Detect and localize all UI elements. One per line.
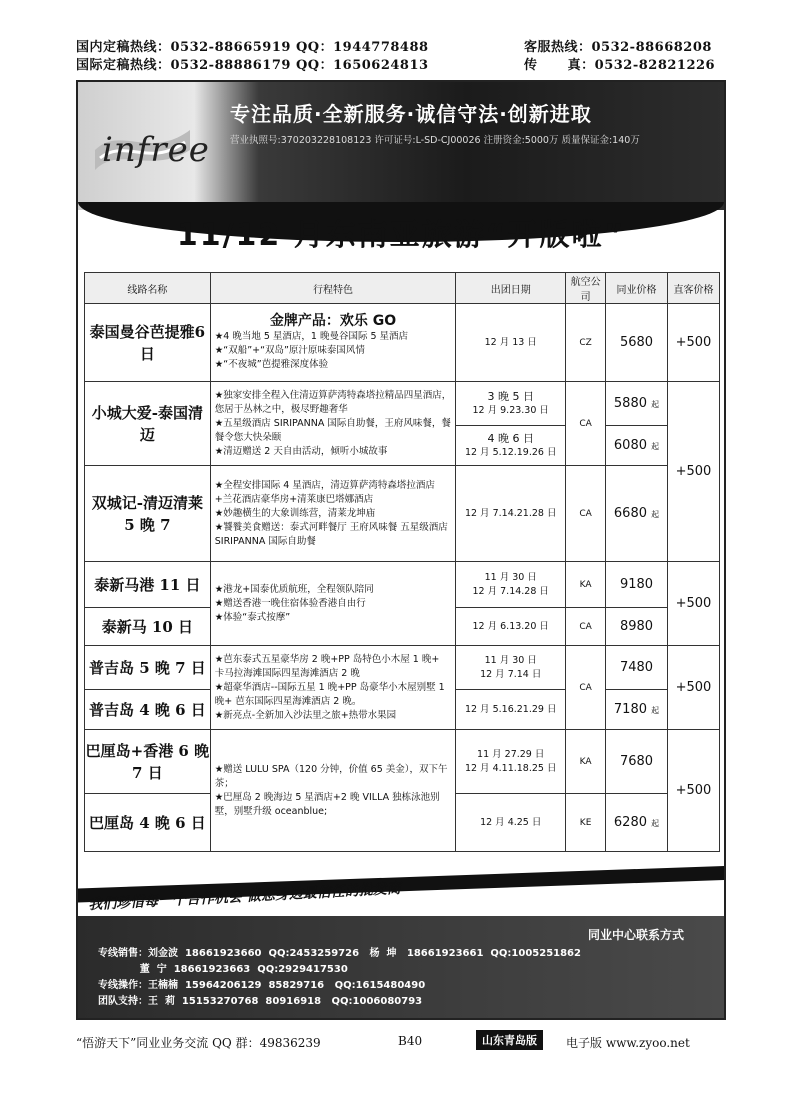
airline-code: CA (566, 646, 606, 730)
route-table (84, 272, 720, 852)
route-name: 泰新马 10 日 (85, 608, 211, 646)
price-value: 6280 (613, 815, 647, 830)
fax: 传 真：0532-82821226 (524, 58, 716, 73)
airline-code: KE (566, 794, 606, 852)
airline-code: CA (566, 466, 606, 562)
price-from: 起 (651, 400, 660, 409)
airline-code: CZ (566, 304, 606, 382)
peer-price: 8980 (606, 608, 668, 646)
direct-price: +500 (667, 730, 719, 852)
dates: 12 月 5.12.19.26 日 (464, 446, 557, 458)
website: 电子版 www.zyoo.net (566, 1036, 690, 1050)
price-from: 起 (651, 510, 660, 519)
license-info: 营业执照号:370203228108123 许可证号:L-SD-CJ00026 注册资金:5000万 质量保证金:140万 (230, 135, 640, 146)
table-row (85, 562, 720, 608)
peer-price (606, 426, 668, 466)
header-date: 出团日期 (456, 273, 566, 304)
price-from: 起 (651, 819, 660, 828)
domestic-hotline: 国内定稿热线：0532-88665919 QQ：1944778488 (76, 40, 429, 55)
peer-price (606, 690, 668, 730)
banner-slogan: 我们珍惜每一个合作机会 做您身边最信任的批发商 (87, 880, 402, 914)
dates: 12 月 4.11.18.25 日 (464, 762, 557, 774)
departure-date: 12 月 7.14.21.28 日 (456, 466, 566, 562)
route-name: 泰国曼谷芭提雅6日 (85, 304, 211, 382)
peer-price (606, 794, 668, 852)
duration: 4 晚 6 日 (487, 431, 534, 445)
table-row (85, 466, 720, 562)
route-features: ★赠送 LULU SPA（120 分钟，价值 65 美金），双下午茶； ★巴厘岛 2 晚海边 5 星酒店+2 晚 VILLA 独栋泳池别墅，别墅升级 oceanblue; (210, 730, 456, 852)
peer-price: 5680 (606, 304, 668, 382)
departure-date: 12 月 6.13.20 日 (456, 608, 566, 646)
slogan: 专注品质·全新服务·诚信守法·创新进取 (230, 102, 592, 126)
route-features: ★独家安排全程入住清迈算萨湾特森塔拉精品四星酒店，您居于丛林之中，极尽野趣奢华 ★五星级酒店 SIRIPANNA 国际自助餐，王府风味餐，餐餐令您大快朵颐 ★清迈赠送 2 天自由活动，倾听小城故事 (210, 382, 456, 466)
table-row (85, 730, 720, 794)
departure-date (456, 730, 566, 794)
page-number: B40 (398, 1034, 423, 1048)
footer-qq-group: “悟游天下”同业业务交流 QQ 群：49836239 (76, 1036, 321, 1050)
contact-line: 董 宁 18661923663 QQ:2929417530 (98, 964, 348, 975)
ad-frame (76, 80, 726, 1020)
header-airline: 航空公司 (566, 273, 606, 304)
table-row (85, 382, 720, 426)
dates: 11 月 30 日 (484, 654, 537, 666)
route-name: 双城记-清迈清莱 5 晚 7 (85, 466, 211, 562)
header-features: 行程特色 (210, 273, 456, 304)
price-value: 6680 (613, 506, 647, 521)
departure-date: 12 月 5.16.21.29 日 (456, 690, 566, 730)
airline-code: KA (566, 730, 606, 794)
service-hotline: 客服热线：0532-88668208 (524, 40, 712, 55)
contact-title: 同业中心联系方式 (587, 928, 684, 942)
route-name: 巴厘岛 4 晚 6 日 (85, 794, 211, 852)
peer-price (606, 466, 668, 562)
price-from: 起 (651, 442, 660, 451)
route-name: 普吉岛 4 晚 6 日 (85, 690, 211, 730)
gold-product-label: 金牌产品：欢乐 GO (269, 312, 397, 329)
contact-panel (78, 916, 724, 1020)
edition-badge: 山东青岛版 (476, 1030, 543, 1050)
table-header-row (85, 273, 720, 304)
contact-line: 团队支持：王 莉 15153270768 80916918 QQ:1006080793 (98, 996, 423, 1007)
departure-date (456, 646, 566, 690)
brand-logo-text: infree (102, 130, 210, 170)
direct-price: +500 (667, 382, 719, 562)
route-name: 巴厘岛+香港 6 晚 7 日 (85, 730, 211, 794)
price-from: 起 (651, 706, 660, 715)
features-text: ★4 晚当地 5 星酒店，1 晚曼谷国际 5 星酒店 ★“双船”+“双岛”原汁原味泰国风情 ★“不夜城”芭提雅深度体验 (214, 330, 409, 370)
table-row (85, 646, 720, 690)
airline-code: CA (566, 382, 606, 466)
dates: 11 月 27.29 日 (477, 748, 545, 760)
price-value: 5880 (613, 396, 647, 411)
table-row (85, 304, 720, 382)
header-route: 线路名称 (85, 273, 211, 304)
direct-price: +500 (667, 562, 719, 646)
departure-date (456, 382, 566, 426)
route-features: ★芭东泰式五星豪华房 2 晚+PP 岛特色小木屋 1 晚+ 卡马拉海滩国际四星海滩酒店 2 晚 ★超豪华酒店--国际五星 1 晚+PP 岛豪华小木屋别墅 1 晚+ 芭东国际四星海滩酒店 2 晚。 ★新亮点-全新加入沙法里之旅+热带水果园 (210, 646, 456, 730)
peer-price: 7480 (606, 646, 668, 690)
departure-date: 12 月 13 日 (456, 304, 566, 382)
departure-date: 12 月 4.25 日 (456, 794, 566, 852)
dates: 11 月 30 日 (484, 571, 537, 583)
header-direct-price: 直客价格 (667, 273, 719, 304)
price-value: 7180 (613, 702, 647, 717)
route-features (210, 304, 456, 382)
direct-price: +500 (667, 646, 719, 730)
dates: 12 月 7.14.28 日 (472, 585, 549, 597)
contact-line: 专线销售：刘金波 18661923660 QQ:2453259726 杨 坤 18661923661 QQ:1005251862 (98, 948, 581, 959)
route-name: 普吉岛 5 晚 7 日 (85, 646, 211, 690)
duration: 3 晚 5 日 (487, 389, 534, 403)
route-features: ★港龙+国泰优质航班，全程领队陪同 ★赠送香港一晚住宿体验香港自由行 ★体验“泰式按摩” (210, 562, 456, 646)
header-peer-price: 同业价格 (606, 273, 668, 304)
peer-price: 9180 (606, 562, 668, 608)
contact-line: 专线操作：王楠楠 15964206129 85829716 QQ:1615480490 (98, 980, 426, 991)
route-name: 泰新马港 11 日 (85, 562, 211, 608)
dates: 12 月 9.23.30 日 (472, 404, 549, 416)
peer-price: 7680 (606, 730, 668, 794)
peer-price (606, 382, 668, 426)
departure-date (456, 562, 566, 608)
route-name: 小城大爱-泰国清迈 (85, 382, 211, 466)
departure-date (456, 426, 566, 466)
intl-hotline: 国际定稿热线：0532-88886179 QQ：1650624813 (76, 58, 429, 73)
direct-price: +500 (667, 304, 719, 382)
price-value: 6080 (613, 438, 647, 453)
dates: 12 月 7.14 日 (480, 668, 542, 680)
route-features: ★全程安排国际 4 星酒店，清迈算萨湾特森塔拉酒店+兰花酒店豪华房+清莱康巴塔娜酒店 ★妙趣横生的大象训练营，清莱龙坤庙 ★饕餮美食赠送：泰式河畔餐厅 王府风味餐 五星级酒店 SIRIPANNA 国际自助餐 (210, 466, 456, 562)
airline-code: KA (566, 562, 606, 608)
page-title: 11/12 月东南亚旅游“开版啦” (176, 218, 626, 253)
airline-code: CA (566, 608, 606, 646)
